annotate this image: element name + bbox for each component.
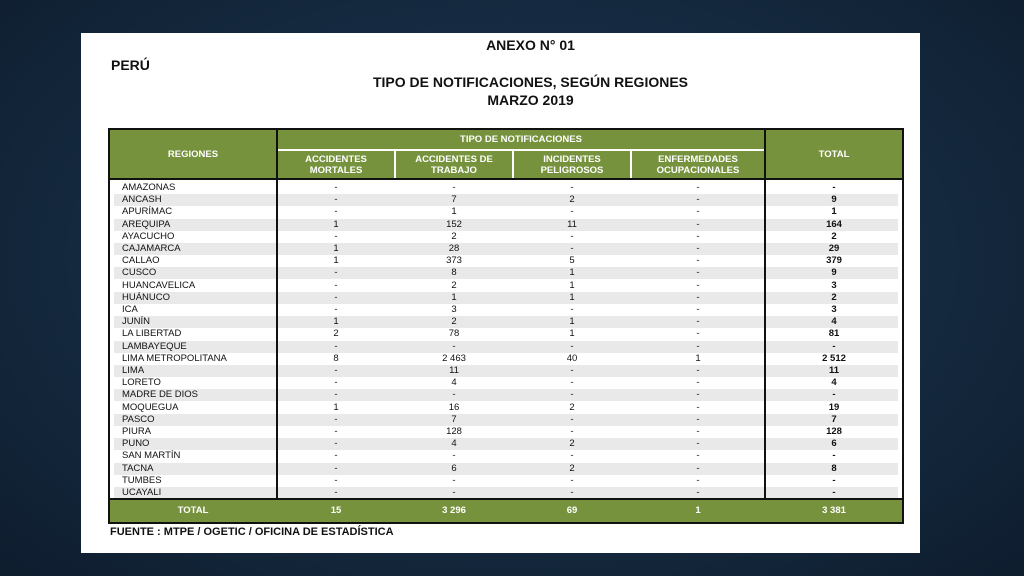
value-cell: - (334, 230, 338, 242)
value-cell: 5 (569, 255, 575, 267)
value-cell: - (696, 438, 700, 450)
value-cell: 1 (333, 255, 339, 267)
value-cell: 2 (333, 328, 339, 340)
value-cell: - (570, 389, 574, 401)
value-cell: - (696, 304, 700, 315)
region-cell: LIMA (122, 365, 145, 376)
value-cell: - (696, 365, 700, 376)
row-total-cell: 29 (828, 243, 840, 254)
value-cell: 152 (446, 218, 462, 230)
value-cell: - (696, 401, 700, 413)
value-cell: - (334, 438, 338, 450)
row-total-cell: 6 (831, 438, 837, 450)
table-row (110, 389, 902, 401)
col-divider (276, 130, 278, 522)
value-cell: - (570, 182, 574, 193)
value-cell: - (334, 365, 338, 376)
region-cell: CAJAMARCA (122, 243, 181, 254)
table-row (110, 328, 902, 340)
region-cell: ICA (122, 304, 138, 315)
annex-label: ANEXO N° 01 (486, 37, 575, 53)
value-cell: - (334, 487, 338, 498)
table-row (110, 206, 902, 218)
value-cell: - (334, 474, 338, 486)
region-cell: APURÍMAC (122, 206, 173, 218)
value-cell: 2 (451, 230, 457, 242)
row-total-cell: 2 (831, 230, 837, 242)
value-cell: - (570, 206, 574, 218)
header-regions: REGIONES (110, 130, 276, 178)
value-cell: 7 (451, 194, 457, 206)
value-cell: 2 (569, 401, 575, 413)
table-row (110, 377, 902, 389)
region-cell: CALLAO (122, 255, 160, 267)
value-cell: - (570, 377, 574, 389)
region-cell: PIURA (122, 426, 152, 437)
row-total-cell: 379 (826, 255, 842, 267)
region-cell: LA LIBERTAD (122, 328, 182, 340)
row-total-cell: 7 (831, 413, 837, 425)
total-label: TOTAL (177, 505, 209, 516)
region-cell: MADRE DE DIOS (122, 389, 199, 401)
value-cell: 78 (448, 328, 460, 340)
value-cell: 6 (451, 462, 457, 474)
value-cell: 1 (451, 206, 457, 218)
total-row (110, 500, 902, 522)
value-cell: - (334, 426, 338, 437)
value-cell: - (452, 474, 456, 486)
table-row (110, 475, 902, 487)
value-cell: - (696, 206, 700, 218)
value-cell: - (570, 487, 574, 498)
value-cell: - (452, 450, 456, 462)
region-cell: SAN MARTÍN (122, 450, 181, 462)
header-accidentes-trabajo: ACCIDENTES DE TRABAJO (396, 151, 512, 178)
region-cell: LIMA METROPOLITANA (122, 352, 227, 364)
value-cell: 2 (451, 279, 457, 291)
value-cell: 8 (451, 267, 457, 279)
value-cell: 2 (569, 462, 575, 474)
value-cell: - (696, 340, 700, 352)
row-total-cell: 2 (831, 291, 837, 303)
region-cell: AYACUCHO (122, 230, 175, 242)
row-total-cell: 4 (831, 377, 837, 389)
row-total-cell: 19 (828, 401, 840, 413)
table-row (110, 463, 902, 475)
value-cell: - (452, 182, 456, 193)
table-title: TIPO DE NOTIFICACIONES, SEGÚN REGIONES (372, 74, 689, 90)
col-divider (764, 130, 766, 522)
value-cell: 2 (569, 194, 575, 206)
table-row (110, 414, 902, 426)
value-cell: 16 (448, 401, 460, 413)
table-row (110, 194, 902, 206)
table-row (110, 255, 902, 267)
table-row (110, 267, 902, 279)
value-cell: 1 (333, 243, 339, 254)
value-cell: - (334, 304, 338, 315)
value-cell: 373 (446, 255, 462, 267)
value-cell: - (696, 413, 700, 425)
country-label: PERÚ (111, 57, 150, 73)
total-cell: 69 (566, 505, 578, 516)
source-note: FUENTE : MTPE / OGETIC / OFICINA DE ESTADÍSTICA (110, 526, 394, 538)
value-cell: - (334, 413, 338, 425)
table-row (110, 426, 902, 438)
value-cell: 1 (569, 328, 575, 340)
value-cell: 128 (446, 426, 462, 437)
value-cell: - (696, 389, 700, 401)
value-cell: 2 (451, 316, 457, 328)
row-total-cell: - (832, 474, 836, 486)
region-cell: TACNA (122, 462, 154, 474)
value-cell: - (570, 340, 574, 352)
value-cell: 1 (569, 291, 575, 303)
value-cell: 11 (449, 365, 459, 376)
value-cell: - (696, 267, 700, 279)
row-total-cell: - (832, 389, 836, 401)
value-cell: - (570, 450, 574, 462)
value-cell: 8 (333, 352, 339, 364)
value-cell: - (696, 328, 700, 340)
table-row (110, 231, 902, 243)
value-cell: - (570, 243, 574, 254)
value-cell: - (696, 462, 700, 474)
region-cell: AMAZONAS (122, 182, 176, 193)
row-total-cell: - (832, 450, 836, 462)
table-row (110, 402, 902, 414)
region-cell: MOQUEGUA (122, 401, 179, 413)
header-accidentes-mortales: ACCIDENTES MORTALES (278, 151, 394, 178)
header-total: TOTAL (766, 130, 902, 178)
value-cell: 11 (567, 218, 577, 230)
value-cell: - (696, 474, 700, 486)
row-total-cell: - (832, 487, 836, 498)
value-cell: - (696, 450, 700, 462)
row-total-cell: 8 (831, 462, 837, 474)
region-cell: AREQUIPA (122, 218, 171, 230)
value-cell: - (452, 487, 456, 498)
value-cell: - (696, 194, 700, 206)
total-cell: 3 296 (442, 505, 466, 516)
region-cell: PUNO (122, 438, 150, 450)
value-cell: - (570, 304, 574, 315)
table-period: MARZO 2019 (487, 92, 574, 108)
row-total-cell: - (832, 340, 836, 352)
value-cell: - (696, 218, 700, 230)
row-total-cell: 4 (831, 316, 837, 328)
value-cell: - (334, 279, 338, 291)
value-cell: - (334, 462, 338, 474)
value-cell: - (334, 340, 338, 352)
value-cell: - (570, 230, 574, 242)
value-cell: - (334, 267, 338, 279)
table-row (110, 243, 902, 255)
table-row (110, 353, 902, 365)
value-cell: - (696, 487, 700, 498)
value-cell: - (452, 389, 456, 401)
table-row (110, 304, 902, 316)
value-cell: - (696, 182, 700, 193)
row-total-cell: 9 (831, 194, 837, 206)
row-total-cell: 3 (831, 304, 837, 315)
total-cell: 15 (330, 505, 342, 516)
region-cell: LAMBAYEQUE (122, 340, 187, 352)
value-cell: - (696, 230, 700, 242)
table-row (110, 219, 902, 231)
region-cell: UCAYALI (122, 487, 162, 498)
value-cell: 7 (451, 413, 457, 425)
value-cell: 1 (451, 291, 457, 303)
value-cell: - (570, 365, 574, 376)
value-cell: - (696, 255, 700, 267)
table-row (110, 182, 902, 194)
value-cell: 28 (448, 243, 460, 254)
row-total-cell: 11 (828, 365, 840, 376)
value-cell: 1 (569, 279, 575, 291)
value-cell: 2 (569, 438, 575, 450)
value-cell: 1 (333, 401, 339, 413)
value-cell: - (696, 316, 700, 328)
region-cell: HUANCAVELICA (122, 279, 196, 291)
value-cell: - (570, 426, 574, 437)
region-cell: CUSCO (122, 267, 157, 279)
row-total-cell: 1 (831, 206, 837, 218)
value-cell: - (696, 377, 700, 389)
value-cell: - (570, 413, 574, 425)
table-row (110, 292, 902, 304)
value-cell: 40 (566, 352, 578, 364)
row-total-cell: 164 (826, 218, 842, 230)
value-cell: - (696, 291, 700, 303)
row-total-cell: - (832, 182, 836, 193)
header-group: TIPO DE NOTIFICACIONES (278, 130, 764, 149)
value-cell: - (334, 291, 338, 303)
document-sheet (81, 33, 920, 553)
value-cell: - (334, 194, 338, 206)
table-row (110, 280, 902, 292)
value-cell: 4 (451, 377, 457, 389)
value-cell: - (696, 279, 700, 291)
table-row (110, 341, 902, 353)
value-cell: - (696, 243, 700, 254)
value-cell: 1 (333, 218, 339, 230)
header-divider (110, 178, 902, 180)
region-cell: HUÁNUCO (122, 291, 171, 303)
row-total-cell: 9 (831, 267, 837, 279)
row-total-cell: 2 512 (822, 352, 846, 364)
region-cell: TUMBES (122, 474, 162, 486)
value-cell: - (334, 182, 338, 193)
value-cell: - (334, 389, 338, 401)
row-total-cell: 81 (828, 328, 840, 340)
region-cell: PASCO (122, 413, 155, 425)
value-cell: - (570, 474, 574, 486)
total-cell: 1 (695, 505, 701, 516)
table-row (110, 316, 902, 328)
grand-total: 3 381 (822, 505, 846, 516)
value-cell: 1 (695, 352, 701, 364)
value-cell: 1 (333, 316, 339, 328)
value-cell: - (452, 340, 456, 352)
table-row (110, 450, 902, 462)
value-cell: - (696, 426, 700, 437)
value-cell: - (334, 206, 338, 218)
value-cell: 4 (451, 438, 457, 450)
value-cell: - (334, 377, 338, 389)
table-row (110, 365, 902, 377)
region-cell: LORETO (122, 377, 161, 389)
region-cell: ANCASH (122, 194, 162, 206)
value-cell: 1 (569, 267, 575, 279)
row-total-cell: 3 (831, 279, 837, 291)
table-row (110, 438, 902, 450)
notifications-table (108, 128, 904, 524)
header-enfermedades-ocupacionales: ENFERMEDADES OCUPACIONALES (632, 151, 764, 178)
value-cell: 1 (569, 316, 575, 328)
value-cell: - (334, 450, 338, 462)
row-total-cell: 128 (826, 426, 842, 437)
header-incidentes-peligrosos: INCIDENTES PELIGROSOS (514, 151, 630, 178)
value-cell: 3 (451, 304, 457, 315)
region-cell: JUNÍN (122, 316, 150, 328)
value-cell: 2 463 (442, 352, 466, 364)
